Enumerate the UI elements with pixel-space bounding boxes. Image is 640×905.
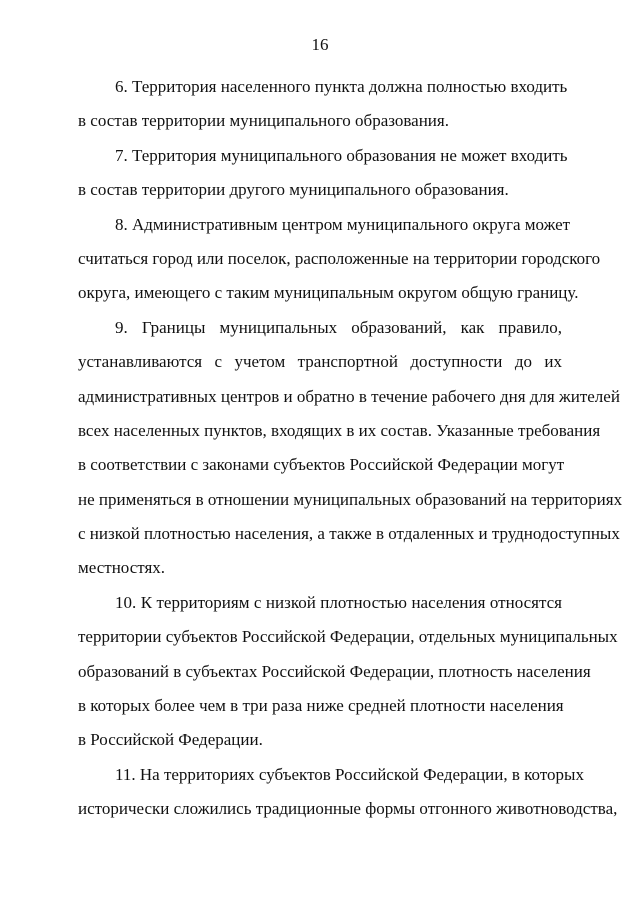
text-line: 7. Территория муниципального образования не может входить (115, 145, 568, 165)
paragraph (78, 139, 568, 208)
text-line: 8. Административным центром муниципального округа может (115, 214, 571, 234)
text-line: территории субъектов Российской Федерации, отдельных муниципальных (78, 627, 618, 647)
text-line: 9. Границы муниципальных образований, как правило, (115, 317, 562, 337)
paragraph (78, 70, 568, 139)
text-line: 10. К территориям с низкой плотностью населения относятся (115, 592, 562, 612)
text-line: в состав территории другого муниципального образования. (78, 180, 509, 200)
paragraph (78, 208, 601, 311)
text-line: в соответствии с законами субъектов Российской Федерации могут (78, 455, 565, 475)
text-line: 6. Территория населенного пункта должна полностью входить (115, 77, 568, 96)
text-line: устанавливаются с учетом транспортной доступности до их (78, 352, 562, 372)
page-number: 16 (311, 35, 329, 54)
text-line: всех населенных пунктов, входящих в их состав. Указанные требования (78, 420, 601, 440)
text-line: в которых более чем в три раза ниже средней плотности населения (78, 696, 564, 716)
text-line: в Российской Федерации. (78, 730, 263, 750)
text-line: с низкой плотностью населения, а также в отдаленных и труднодоступных (78, 524, 620, 544)
paragraph (78, 758, 618, 827)
text-line: округа, имеющего с таким муниципальным округом общую границу. (78, 283, 579, 303)
paragraph (78, 311, 623, 586)
text-line: в состав территории муниципального образования. (78, 111, 449, 131)
text-line: считаться город или поселок, расположенные на территории городского (78, 248, 601, 268)
text-line: 11. На территориях субъектов Российской Федерации, в которых (115, 764, 584, 784)
text-line: исторически сложились традиционные формы отгонного животноводства, (78, 799, 618, 819)
text-line: административных центров и обратно в течение рабочего дня для жителей (78, 386, 620, 406)
text-line: не применяться в отношении муниципальных образований на территориях (78, 489, 623, 509)
text-line: образований в субъектах Российской Федерации, плотность населения (78, 661, 591, 681)
document-body (78, 70, 623, 827)
text-line: местностях. (78, 558, 166, 578)
paragraph (78, 586, 618, 758)
